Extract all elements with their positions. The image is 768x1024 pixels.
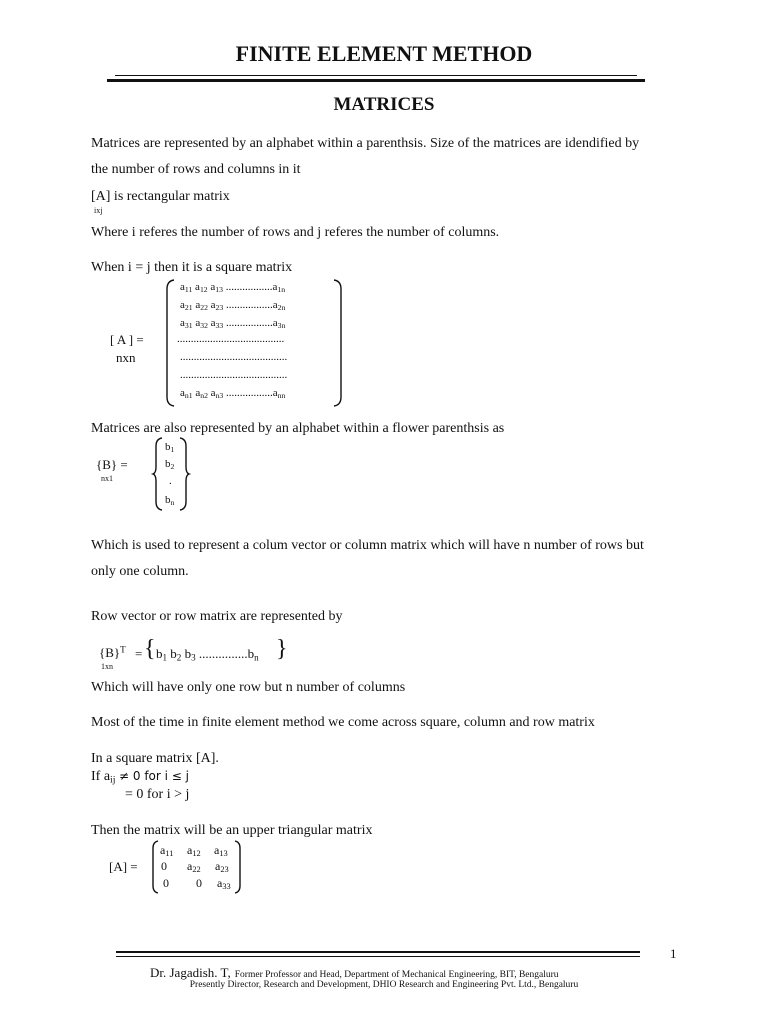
where-line: Where i referes the number of rows and j referes the number of columns.: [91, 225, 500, 240]
footer-author-line-2: Presently Director, Research and Development, DHIO Research and Engineering Pvt. Ltd., Bengaluru: [189, 980, 579, 990]
triangular-right-bracket: [234, 840, 242, 894]
triangular-cell: 0: [163, 876, 169, 890]
triangular-cell: $a_{11}$: [160, 843, 174, 859]
header-rule-thick: [107, 79, 645, 82]
row-vector-content: $b_1$ $b_2$ $b_3$ $...............b_n$: [156, 646, 259, 663]
triangular-cell: $a_{23}$: [215, 859, 229, 875]
square-matrix-size: nxn: [116, 350, 136, 365]
rect-matrix-line: [A] is rectangular matrix: [91, 189, 230, 204]
row-vector-right-brace: }: [276, 636, 288, 662]
triangular-left-bracket: [151, 840, 159, 894]
page-title: FINITE ELEMENT METHOD: [235, 41, 533, 66]
rect-matrix-subscript: ixj: [94, 206, 103, 215]
square-matrix-row: .......................................: [180, 351, 288, 363]
square-matrix-label: [ A ] =: [110, 332, 144, 347]
column-vector-entry: $b_1$: [165, 441, 175, 454]
row-vector-label: $\{B\}^T$: [99, 644, 126, 660]
row-vector-equals: =: [135, 646, 143, 661]
square-matrix-row: .......................................: [180, 369, 288, 381]
triangular-cell: 0: [196, 876, 202, 890]
triangular-cell: $a_{13}$: [214, 843, 228, 859]
section-title: MATRICES: [333, 94, 435, 115]
column-desc-line-1: Which is used to represent a colum vector or column matrix which will have n number of rows but: [91, 538, 644, 553]
column-desc-line-2: only one column.: [91, 564, 189, 579]
square-matrix-left-bracket: [165, 279, 175, 407]
triangular-conclusion: Then the matrix will be an upper triangular matrix: [91, 823, 373, 838]
row-vector-left-brace: {: [144, 636, 156, 662]
square-matrix-row: .......................................: [177, 333, 285, 345]
triangular-cell: $a_{33}$: [217, 876, 231, 892]
triangular-cell: $a_{12}$: [187, 843, 201, 859]
square-matrix-row: $a_{21}$ $a_{22}$ $a_{23}$ $.................a_{2n}$: [180, 299, 286, 312]
column-vector-entry: .: [169, 475, 172, 487]
column-vector-label: {B} =: [96, 457, 128, 472]
square-matrix-line: When i = j then it is a square matrix: [91, 260, 293, 275]
triangular-cell: 0: [161, 859, 167, 873]
summary-line: Most of the time in finite element method we come across square, column and row matrix: [91, 715, 595, 730]
triangular-line-3: = 0 for i > j: [125, 787, 190, 802]
header-rule-thin: [115, 75, 637, 76]
page-number: 1: [670, 946, 677, 961]
footer-rule-thin: [116, 956, 640, 957]
column-vector-right-brace: [179, 437, 189, 511]
square-matrix-row: $a_{n1}$ $a_{n2}$ $a_{n3}$ $.................a_{nn}$: [180, 387, 286, 400]
column-vector-entry: $b_n$: [165, 494, 175, 507]
triangular-matrix-label: [A] =: [109, 859, 138, 874]
square-matrix-right-bracket: [333, 279, 343, 407]
footer-author-role: Former Professor and Head, Department of Mechanical Engineering, BIT, Bengaluru: [234, 970, 559, 980]
triangular-line-1: In a square matrix [A].: [91, 751, 219, 766]
square-matrix-row: $a_{11}$ $a_{12}$ $a_{13}$ $.................a_{1n}$: [180, 281, 286, 294]
flower-intro-line: Matrices are also represented by an alphabet within a flower parenthsis as: [91, 421, 505, 436]
intro-line-2: the number of rows and columns in it: [91, 162, 301, 177]
column-vector-left-brace: [153, 437, 163, 511]
square-matrix-row: $a_{31}$ $a_{32}$ $a_{33}$ $.................a_{3n}$: [180, 317, 286, 330]
footer-author-name: Dr. Jagadish. T,: [150, 965, 231, 980]
row-vector-desc: Which will have only one row but n number of columns: [91, 680, 406, 695]
footer-rule-thick: [116, 951, 640, 953]
row-vector-size: 1xn: [101, 662, 113, 671]
triangular-line-2: If $a_{ij} \ne 0$ for i ≤ j: [91, 769, 189, 786]
column-vector-entry: $b_2$: [165, 458, 175, 471]
intro-line-1: Matrices are represented by an alphabet within a parenthsis. Size of the matrices are idendified by: [91, 136, 640, 151]
row-vector-intro: Row vector or row matrix are represented by: [91, 609, 343, 624]
triangular-cell: $a_{22}$: [187, 859, 201, 875]
column-vector-size: nx1: [101, 474, 113, 483]
